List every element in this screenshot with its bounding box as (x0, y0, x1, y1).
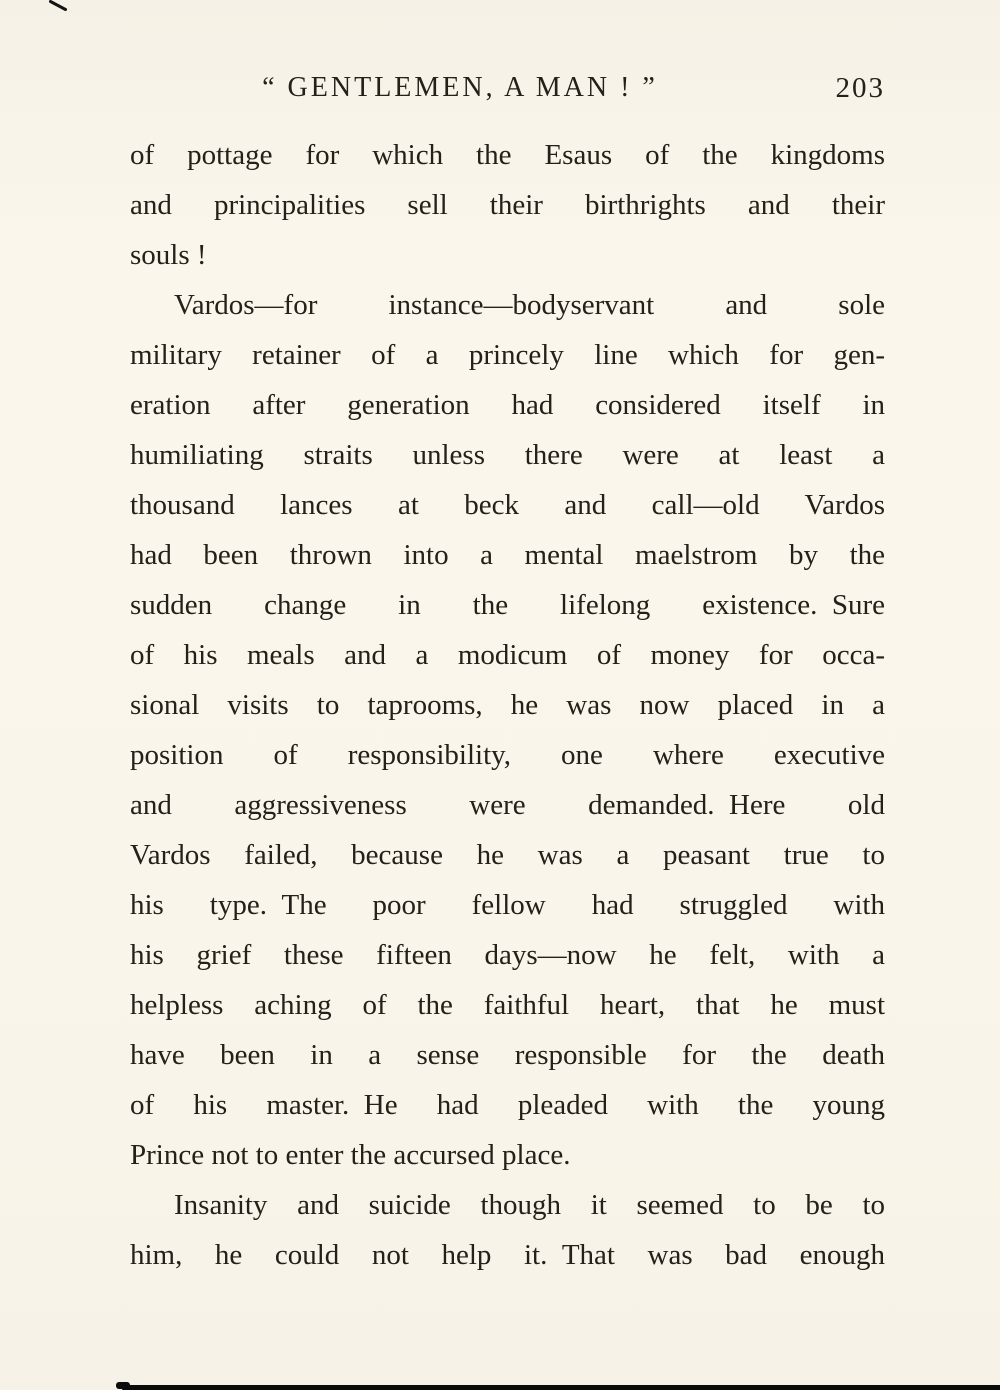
text-line: his grief these fifteen days—now he felt, with a (130, 939, 885, 971)
page-number: 203 (835, 72, 885, 104)
body-text (130, 130, 885, 1280)
text-line: helpless aching of the faithful heart, that he must (130, 989, 885, 1021)
text-line: Prince not to enter the accursed place. (130, 1139, 571, 1171)
scan-artifact-corner-mark (48, 0, 67, 12)
text-line: Vardos—for instance—bodyservant and sole (174, 289, 885, 321)
text-line: thousand lances at beck and call—old Vardos (130, 489, 885, 521)
text-line: of his master. He had pleaded with the young (130, 1089, 885, 1121)
text-line: him, he could not help it. That was bad enough (130, 1239, 885, 1271)
text-line: humiliating straits unless there were at least a (130, 439, 885, 471)
text-line: and aggressiveness were demanded. Here old (130, 789, 885, 821)
text-line: eration after generation had considered itself in (130, 389, 885, 421)
text-line: and principalities sell their birthrights and their (130, 189, 885, 221)
paragraph-1 (130, 130, 885, 280)
scan-artifact-bottom-line (122, 1385, 1000, 1390)
text-line: Vardos failed, because he was a peasant true to (130, 839, 885, 871)
text-line: Insanity and suicide though it seemed to be to (174, 1189, 885, 1221)
page-header (130, 70, 885, 110)
text-line: his type. The poor fellow had struggled with (130, 889, 885, 921)
text-line: have been in a sense responsible for the death (130, 1039, 885, 1071)
text-line: had been thrown into a mental maelstrom by the (130, 539, 885, 571)
text-line: sional visits to taprooms, he was now placed in a (130, 689, 885, 721)
text-line: position of responsibility, one where executive (130, 739, 885, 771)
text-line: military retainer of a princely line which for gen- (130, 339, 885, 371)
text-line: sudden change in the lifelong existence. Sure (130, 589, 885, 621)
running-title: “ GENTLEMEN, A MAN ! ” (262, 72, 658, 103)
text-line: of pottage for which the Esaus of the kingdoms (130, 139, 885, 171)
paragraph-3 (130, 1180, 885, 1280)
text-line: souls ! (130, 239, 207, 271)
text-line: of his meals and a modicum of money for occa- (130, 639, 885, 671)
paragraph-2 (130, 280, 885, 1180)
